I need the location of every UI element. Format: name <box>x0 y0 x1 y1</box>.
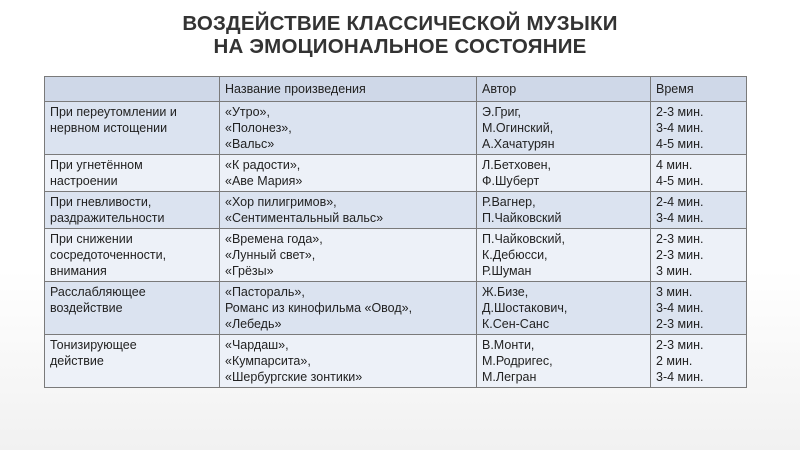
cell-works-line: «Лебедь» <box>225 317 282 331</box>
cell-durations-line: 3 мин. <box>656 285 693 299</box>
cell-condition-line: При снижении <box>50 232 133 246</box>
cell-durations-line: 2-3 мин. <box>656 248 704 262</box>
table-header-row <box>45 77 747 102</box>
header-duration: Время <box>651 77 747 102</box>
cell-authors <box>477 335 651 388</box>
cell-durations <box>651 229 747 282</box>
cell-authors <box>477 192 651 229</box>
cell-works-line: «Кумпарсита», <box>225 354 311 368</box>
cell-durations-line: 2 мин. <box>656 354 693 368</box>
cell-durations-line: 3-4 мин. <box>656 121 704 135</box>
cell-works-line: «Полонез», <box>225 121 292 135</box>
cell-authors-line: А.Хачатурян <box>482 137 555 151</box>
header-work-title: Название произведения <box>220 77 477 102</box>
cell-durations-line: 4 мин. <box>656 158 693 172</box>
cell-condition-line: нервном истощении <box>50 121 168 135</box>
table-row <box>45 229 747 282</box>
cell-works <box>220 229 477 282</box>
cell-authors <box>477 102 651 155</box>
cell-condition <box>45 102 220 155</box>
cell-durations-line: 3-4 мин. <box>656 370 704 384</box>
cell-condition <box>45 282 220 335</box>
cell-condition-line: воздействие <box>50 301 123 315</box>
cell-condition <box>45 155 220 192</box>
cell-works-line: «Шербургские зонтики» <box>225 370 363 384</box>
cell-works-line: «Утро», <box>225 105 270 119</box>
cell-authors-line: М.Родригес, <box>482 354 553 368</box>
cell-durations <box>651 335 747 388</box>
cell-works <box>220 192 477 229</box>
cell-durations-line: 2-3 мин. <box>656 105 704 119</box>
header-author: Автор <box>477 77 651 102</box>
header-condition <box>45 77 220 102</box>
cell-works-line: «К радости», <box>225 158 301 172</box>
cell-authors-line: М.Легран <box>482 370 537 384</box>
table-row <box>45 282 747 335</box>
page-title-line-1: ВОЗДЕЙСТВИЕ КЛАССИЧЕСКОЙ МУЗЫКИ <box>182 12 618 35</box>
cell-works-line: «Пастораль», <box>225 285 305 299</box>
cell-works <box>220 102 477 155</box>
cell-authors-line: П.Чайковский <box>482 211 562 225</box>
cell-condition <box>45 335 220 388</box>
cell-works <box>220 335 477 388</box>
cell-condition-line: внимания <box>50 264 107 278</box>
table-row <box>45 192 747 229</box>
cell-authors-line: М.Огинский, <box>482 121 554 135</box>
page-title <box>0 12 800 58</box>
cell-condition-line: При гневливости, <box>50 195 152 209</box>
cell-works-line: «Аве Мария» <box>225 174 303 188</box>
cell-condition <box>45 192 220 229</box>
table-header <box>45 77 747 102</box>
cell-condition-line: Расслабляющее <box>50 285 146 299</box>
cell-durations-line: 2-4 мин. <box>656 195 704 209</box>
cell-works-line: «Хор пилигримов», <box>225 195 337 209</box>
cell-authors-line: Д.Шостакович, <box>482 301 568 315</box>
cell-durations-line: 4-5 мин. <box>656 174 704 188</box>
table-row <box>45 335 747 388</box>
cell-authors-line: П.Чайковский, <box>482 232 565 246</box>
cell-authors <box>477 229 651 282</box>
cell-durations-line: 2-3 мин. <box>656 338 704 352</box>
music-effects-table <box>44 76 747 388</box>
cell-authors-line: Ж.Бизе, <box>482 285 529 299</box>
cell-durations-line: 3-4 мин. <box>656 301 704 315</box>
cell-works-line: «Вальс» <box>225 137 275 151</box>
cell-authors-line: Ф.Шуберт <box>482 174 540 188</box>
cell-durations <box>651 155 747 192</box>
cell-authors-line: В.Монти, <box>482 338 535 352</box>
cell-authors-line: К.Сен-Санс <box>482 317 550 331</box>
cell-condition <box>45 229 220 282</box>
cell-works-line: «Сентиментальный вальс» <box>225 211 384 225</box>
cell-condition-line: сосредоточенности, <box>50 248 167 262</box>
cell-authors-line: Р.Вагнер, <box>482 195 536 209</box>
cell-condition-line: При угнетённом <box>50 158 143 172</box>
cell-durations-line: 3-4 мин. <box>656 211 704 225</box>
cell-works-line: «Времена года», <box>225 232 323 246</box>
cell-durations-line: 4-5 мин. <box>656 137 704 151</box>
cell-durations-line: 2-3 мин. <box>656 317 704 331</box>
cell-durations <box>651 282 747 335</box>
page-title-line-2: НА ЭМОЦИОНАЛЬНОЕ СОСТОЯНИЕ <box>213 35 587 58</box>
cell-works-line: Романс из кинофильма «Овод», <box>225 301 413 315</box>
cell-authors <box>477 155 651 192</box>
cell-authors <box>477 282 651 335</box>
cell-condition-line: действие <box>50 354 104 368</box>
cell-works <box>220 155 477 192</box>
cell-condition-line: раздражительности <box>50 211 165 225</box>
cell-authors-line: Э.Григ, <box>482 105 521 119</box>
cell-durations <box>651 192 747 229</box>
table-row <box>45 155 747 192</box>
cell-durations <box>651 102 747 155</box>
cell-authors-line: К.Дебюсси, <box>482 248 548 262</box>
cell-condition-line: Тонизирующее <box>50 338 137 352</box>
cell-works-line: «Лунный свет», <box>225 248 316 262</box>
cell-authors-line: Л.Бетховен, <box>482 158 552 172</box>
cell-condition-line: настроении <box>50 174 118 188</box>
cell-condition-line: При переутомлении и <box>50 105 177 119</box>
cell-works-line: «Чардаш», <box>225 338 289 352</box>
table-body <box>45 102 747 388</box>
cell-works <box>220 282 477 335</box>
cell-durations-line: 3 мин. <box>656 264 693 278</box>
cell-durations-line: 2-3 мин. <box>656 232 704 246</box>
table-row <box>45 102 747 155</box>
cell-works-line: «Грёзы» <box>225 264 274 278</box>
cell-authors-line: Р.Шуман <box>482 264 532 278</box>
